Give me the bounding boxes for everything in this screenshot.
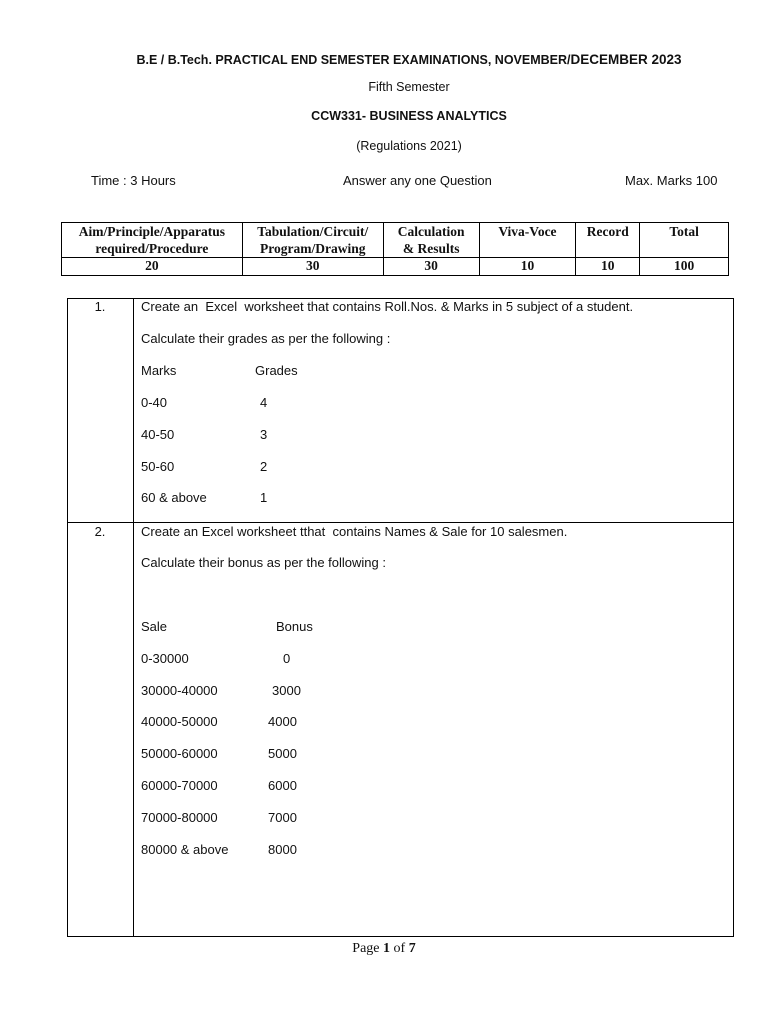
bonus-column-header: Bonus — [276, 619, 313, 634]
list-item: 40000-50000 — [141, 714, 218, 729]
table-cell: 20 — [62, 258, 243, 276]
list-item: 8000 — [268, 842, 297, 857]
list-item: 40-50 — [141, 427, 175, 442]
page-number: Page 1 of 7 — [352, 941, 416, 956]
exam-title: B.E / B.Tech. PRACTICAL END SEMESTER EXAMINATIONS, NOVEMBER/DECEMBER 2023 — [136, 52, 682, 67]
instruction-label: Answer any one Question — [343, 173, 492, 188]
list-item: 30000-40000 — [141, 683, 218, 698]
list-item: 7000 — [268, 810, 297, 825]
table-header-cell: Total — [640, 223, 729, 258]
table-row — [62, 258, 729, 276]
list-item: 50-60 — [141, 459, 175, 474]
list-item: 50000-60000 — [141, 746, 218, 761]
row-divider — [67, 522, 734, 523]
question-number: 1. — [94, 299, 106, 314]
list-item: 60000-70000 — [141, 778, 218, 793]
question-instruction: Calculate their bonus as per the following : — [141, 555, 386, 570]
max-marks-label: Max. Marks 100 — [625, 173, 718, 188]
table-cell: 30 — [383, 258, 479, 276]
marks-allocation-table — [61, 222, 729, 276]
list-item: 2 — [260, 459, 268, 474]
question-instruction: Calculate their grades as per the following : — [141, 331, 391, 346]
table-cell: 100 — [640, 258, 729, 276]
list-item: 3000 — [272, 683, 301, 698]
list-item: 80000 & above — [141, 842, 229, 857]
table-header-cell: Viva-Voce — [479, 223, 576, 258]
list-item: 0-30000 — [141, 651, 189, 666]
table-cell: 10 — [576, 258, 640, 276]
table-header-row — [62, 223, 729, 258]
table-header-cell: Aim/Principle/Apparatus required/Procedure — [62, 223, 243, 258]
table-header-cell: Record — [576, 223, 640, 258]
course-title: CCW331- BUSINESS ANALYTICS — [311, 109, 507, 123]
question-text: Create an Excel worksheet that contains Roll.Nos. & Marks in 5 subject of a student. — [141, 299, 634, 314]
list-item: 4000 — [268, 714, 297, 729]
list-item: 5000 — [268, 746, 297, 761]
list-item: 60 & above — [141, 490, 207, 505]
list-item: 6000 — [268, 778, 297, 793]
semester-label: Fifth Semester — [368, 80, 450, 94]
question-number: 2. — [94, 524, 106, 539]
list-item: 70000-80000 — [141, 810, 218, 825]
time-label: Time : 3 Hours — [91, 173, 176, 188]
table-header-cell: Tabulation/Circuit/ Program/Drawing — [242, 223, 383, 258]
question-text: Create an Excel worksheet tthat contains Names & Sale for 10 salesmen. — [141, 524, 568, 539]
grade-column-header: Grades — [255, 363, 298, 378]
regulations-label: (Regulations 2021) — [356, 139, 462, 153]
table-header-cell: Calculation & Results — [383, 223, 479, 258]
list-item: 3 — [260, 427, 268, 442]
list-item: 4 — [260, 395, 268, 410]
list-item: 0 — [283, 651, 291, 666]
column-divider — [133, 298, 134, 937]
list-item: 1 — [260, 490, 268, 505]
table-cell: 10 — [479, 258, 576, 276]
grade-column-header: Marks — [141, 363, 177, 378]
table-cell: 30 — [242, 258, 383, 276]
list-item: 0-40 — [141, 395, 168, 410]
bonus-column-header: Sale — [141, 619, 168, 634]
